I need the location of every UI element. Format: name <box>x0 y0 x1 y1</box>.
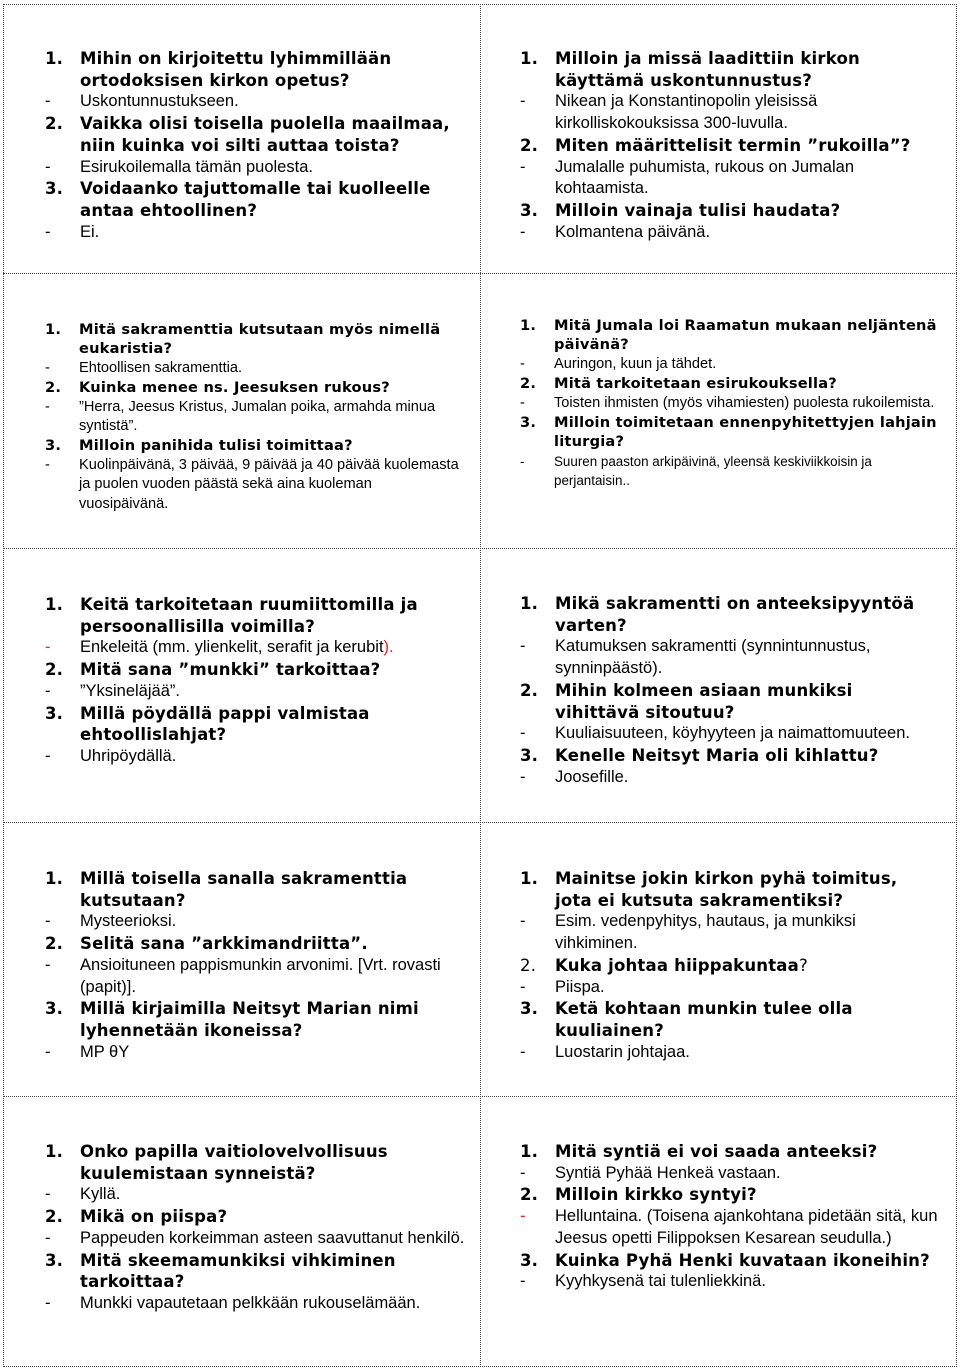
answer-3: - MP θY <box>45 1042 130 1061</box>
answer-2: - Pappeuden korkeimman asteen saavuttanut henkilö. <box>45 1228 465 1247</box>
question-2: 2. Kuinka menee ns. Jeesuksen rukous? <box>45 379 390 397</box>
answer-2: - Ansioituneen pappismunkin arvonimi. [Vrt. rovasti (papit)]. <box>45 955 441 996</box>
question-2: 2. Kuka johtaa hiippakuntaa? <box>520 955 808 975</box>
answer-3: - Uhripöydällä. <box>45 746 177 765</box>
question-1: 1. Mitä Jumala loi Raamatun mukaan neljäntenä päivänä? <box>520 317 937 354</box>
question-2: 2. Vaikka olisi toisella puolella maailmaa, niin kuinka voi silti auttaa toista? <box>45 114 450 155</box>
answer-3: - Luostarin johtajaa. <box>520 1042 690 1061</box>
answer-1: - Auringon, kuun ja tähdet. <box>520 355 717 372</box>
answer-1: - Syntiä Pyhää Henkeä vastaan. <box>520 1163 781 1182</box>
question-1: 1. Mainitse jokin kirkon pyhä toimitus, jota ei kutsuta sakramentiksi? <box>520 869 898 910</box>
question-1: 1. Millä toisella sanalla sakramenttia kutsutaan? <box>45 869 408 910</box>
question-1: 1. Mitä sakramenttia kutsutaan myös nimellä eukaristia? <box>45 321 441 358</box>
quiz-card-8 <box>520 868 940 1063</box>
question-3: 3. Kuinka Pyhä Henki kuvataan ikoneihin? <box>520 1250 930 1270</box>
question-1: 1. Mikä sakramentti on anteeksipyyntöä varten? <box>520 594 915 635</box>
answer-2: - Esirukoilemalla tämän puolesta. <box>45 157 313 176</box>
question-3: 3. Milloin vainaja tulisi haudata? <box>520 200 841 220</box>
quiz-card-3 <box>45 320 465 514</box>
answer-3: - Joosefille. <box>520 767 629 786</box>
answer-2: - Toisten ihmisten (myös vihamiesten) puolesta rukoilemista. <box>520 394 935 411</box>
answer-2: - ”Herra, Jeesus Kristus, Jumalan poika, armahda minua syntistä”. <box>45 398 436 435</box>
answer-3: - Munkki vapautetaan pelkkään rukouselämään. <box>45 1293 421 1312</box>
answer-2: - Helluntaina. (Toisena ajankohtana pidetään sitä, kun Jeesus opetti Filippoksen Kesarean seudulla.) <box>520 1207 938 1247</box>
question-2: 2. Miten määrittelisit termin ”rukoilla”? <box>520 135 911 155</box>
question-2: 2. Mitä sana ”munkki” tarkoittaa? <box>45 660 381 680</box>
quiz-card-4 <box>520 316 940 491</box>
quiz-card-5 <box>45 594 465 768</box>
quiz-card-2 <box>520 48 940 243</box>
answer-2: - Piispa. <box>520 977 605 996</box>
question-3: 3. Kenelle Neitsyt Maria oli kihlattu? <box>520 745 879 765</box>
quiz-card-6 <box>520 593 940 788</box>
question-1: 1. Mitä syntiä ei voi saada anteeksi? <box>520 1142 878 1161</box>
answer-1: - Mysteerioksi. <box>45 912 177 931</box>
question-3: 3. Millä pöydällä pappi valmistaa ehtoollislahjat? <box>45 703 370 745</box>
answer-2: - Jumalalle puhumista, rukous on Jumalan kohtaamista. <box>520 157 854 198</box>
question-3: 3. Voidaanko tajuttomalle tai kuolleelle antaa ehtoollinen? <box>45 179 431 220</box>
question-2: 2. Milloin kirkko syntyi? <box>520 1185 757 1205</box>
answer-1: - Katumuksen sakramentti (synnintunnustus, synninpäästö). <box>520 637 871 678</box>
question-3: 3. Millä kirjaimilla Neitsyt Marian nimi lyhennetään ikoneissa? <box>45 999 419 1040</box>
question-2: 2. Mikä on piispa? <box>45 1207 228 1227</box>
answer-1: - Kyllä. <box>45 1185 121 1204</box>
quiz-card-10 <box>520 1141 940 1293</box>
question-2: 2. Mihin kolmeen asiaan munkiksi vihittävä sitoutuu? <box>520 680 853 722</box>
question-2: 2. Mitä tarkoitetaan esirukouksella? <box>520 375 837 393</box>
answer-2: - ”Yksineläjää”. <box>45 681 180 700</box>
question-1: 1. Mihin on kirjoitettu lyhimmillään ortodoksisen kirkon opetus? <box>45 49 392 90</box>
question-3: 3. Ketä kohtaan munkin tulee olla kuuliainen? <box>520 999 853 1040</box>
answer-1: - Enkeleitä (mm. ylienkelit, serafit ja kerubit). <box>45 638 394 657</box>
cut-line-vertical <box>480 4 481 1367</box>
answer-2: - Kuuliaisuuteen, köyhyyteen ja naimattomuuteen. <box>520 724 910 743</box>
answer-1: - Ehtoollisen sakramenttia. <box>45 359 243 376</box>
quiz-card-7 <box>45 868 465 1063</box>
answer-1: - Uskontunnustukseen. <box>45 92 239 111</box>
question-1: 1. Keitä tarkoitetaan ruumiittomilla ja persoonallisilla voimilla? <box>45 595 418 636</box>
answer-3: - Kyyhkysenä tai tulenliekkinä. <box>520 1272 766 1291</box>
question-3: 3. Mitä skeemamunkiksi vihkiminen tarkoittaa? <box>45 1250 396 1292</box>
question-1: 1. Onko papilla vaitiolovelvollisuus kuulemistaan synneistä? <box>45 1142 388 1183</box>
answer-3: - Ei. <box>45 222 100 241</box>
answer-1: - Esim. vedenpyhitys, hautaus, ja munkiksi vihkiminen. <box>520 912 856 953</box>
answer-3: - Suuren paaston arkipäivinä, yleensä keskiviikkoisin ja perjantaisin.. <box>520 453 872 489</box>
question-1: 1. Milloin ja missä laadittiin kirkon käyttämä uskontunnustus? <box>520 49 860 90</box>
answer-3: - Kuolinpäivänä, 3 päivää, 9 päivää ja 40 päivää kuolemasta ja puolen vuoden päästä sekä aina kuoleman vuosipäivänä. <box>45 456 459 512</box>
quiz-card-9 <box>45 1141 465 1315</box>
answer-3: - Kolmantena päivänä. <box>520 222 711 241</box>
answer-1: - Nikean ja Konstantinopolin yleisissä kirkolliskokouksissa 300-luvulla. <box>520 92 818 133</box>
question-2: 2. Selitä sana ”arkkimandriitta”. <box>45 934 368 954</box>
question-3: 3. Milloin toimitetaan ennenpyhitettyjen lahjain liturgia? <box>520 414 937 451</box>
question-3: 3. Milloin panihida tulisi toimittaa? <box>45 437 353 455</box>
quiz-card-1 <box>45 48 475 243</box>
